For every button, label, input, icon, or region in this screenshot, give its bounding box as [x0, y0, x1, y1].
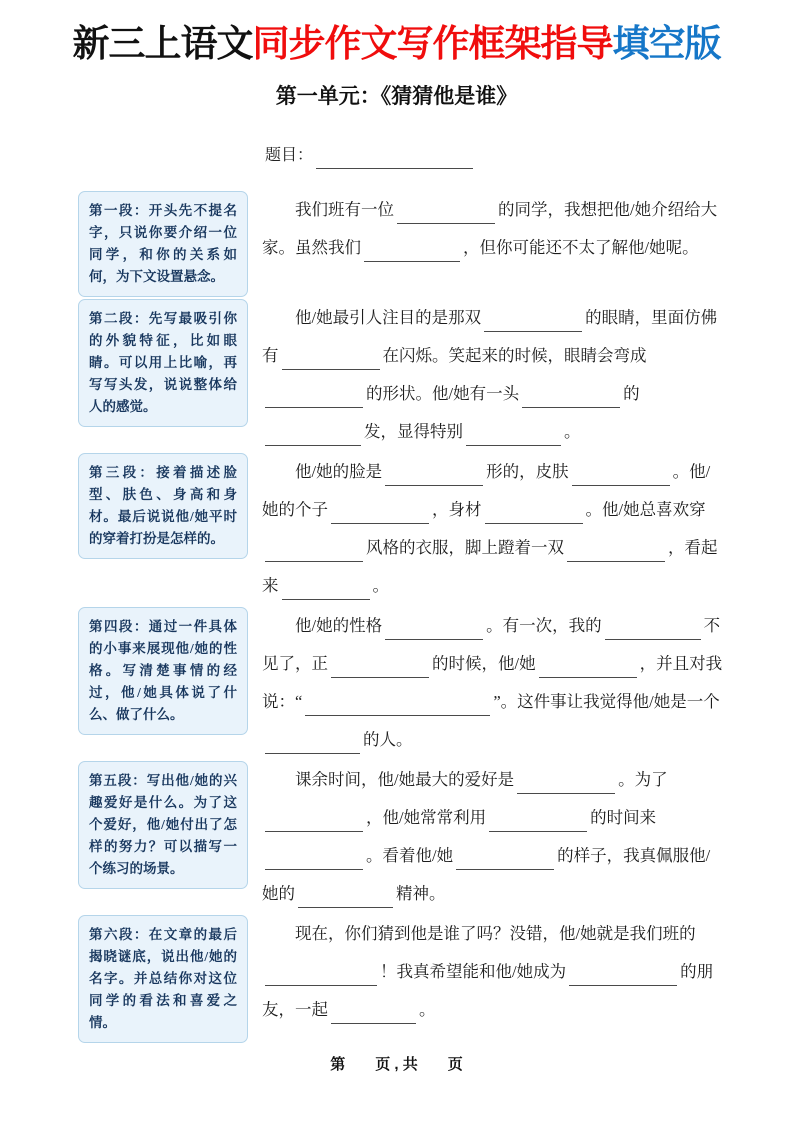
paragraph-content [262, 761, 724, 913]
fill-in-blank [265, 430, 361, 447]
text-segment: 。他/她的个子 [262, 462, 711, 519]
text-segment: 他/她的性格 [295, 616, 383, 635]
fill-in-blank [331, 508, 429, 525]
section-row-1 [78, 191, 793, 297]
text-segment: ”。这件事让我觉得他/她是一个 [493, 692, 720, 711]
section-row-2 [78, 299, 793, 451]
paragraph-note: 第四段：通过一件具体的小事来展现他/她的性格。写清楚事情的经过，他/她具体说了什么、做了什么。 [78, 607, 248, 735]
paragraph-content [262, 191, 724, 267]
paragraph-note: 第二段：先写最吸引你的外貌特征，比如眼睛。可以用上比喻，再写写头发，说说整体给人的感觉。 [78, 299, 248, 427]
text-segment: ，他/她常常利用 [366, 808, 487, 827]
fill-in-blank [265, 970, 377, 987]
paragraph-content [262, 299, 724, 451]
text-segment: 现在，你们猜到他是谁了吗？没错，他/她就是我们班的 [295, 924, 696, 943]
text-segment: 精神。 [396, 884, 446, 903]
text-segment: 的朋友，一起 [262, 962, 714, 1019]
fill-in-blank [605, 624, 701, 641]
text-segment: ，看起来 [262, 538, 718, 595]
topic-blank-line [316, 153, 473, 169]
fill-in-blank [385, 470, 483, 487]
text-segment: 他/她最引人注目的是那双 [295, 308, 482, 327]
title-part-red: 同步作文写作框架指导 [252, 23, 613, 64]
text-segment: 不见了，正 [262, 616, 721, 673]
title-part-black: 新三上语文 [72, 23, 253, 64]
paragraph-content [262, 607, 724, 759]
fill-in-blank [331, 1008, 416, 1025]
fill-in-blank [298, 892, 393, 909]
title-part-blue: 填空版 [612, 23, 721, 64]
text-segment: 形的，皮肤 [486, 462, 569, 481]
text-segment: 。为了 [618, 770, 668, 789]
text-segment: ，但你可能还不太了解他/她呢。 [463, 238, 699, 257]
fill-in-blank [484, 316, 582, 333]
fill-in-blank [569, 970, 677, 987]
section-row-5 [78, 761, 793, 913]
page-title [0, 20, 793, 68]
text-segment: 发，显得特别 [364, 422, 463, 441]
fill-in-blank [265, 854, 363, 871]
fill-in-blank [265, 392, 363, 409]
text-segment: 。有一次，我的 [486, 616, 602, 635]
text-segment: 的形状。他/她有一头 [366, 384, 520, 403]
text-segment: ，身材 [432, 500, 482, 519]
page-footer: 第 页 , 共 页 [330, 1056, 463, 1073]
text-segment: 我们班有一位 [295, 200, 394, 219]
unit-subtitle: 第一单元：《猜猜他是谁》 [275, 84, 518, 108]
fill-in-blank [331, 662, 429, 679]
fill-in-blank [456, 854, 554, 871]
fill-in-blank [466, 430, 561, 447]
text-segment: 。他/她总喜欢穿 [585, 500, 706, 519]
text-segment: 。 [419, 1000, 436, 1019]
paragraph-note: 第一段：开头先不提名字，只说你要介绍一位同学，和你的关系如何，为下文设置悬念。 [78, 191, 248, 297]
text-segment: 在闪烁。笑起来的时候，眼睛会弯成 [382, 346, 647, 365]
section-row-6 [78, 915, 793, 1043]
section-row-4 [78, 607, 793, 759]
text-segment: 他/她的脸是 [295, 462, 383, 481]
text-segment: 。 [564, 422, 581, 441]
fill-in-blank [385, 624, 483, 641]
paragraph-note: 第六段：在文章的最后揭晓谜底，说出他/她的名字。并总结你对这位同学的看法和喜爱之情。 [78, 915, 248, 1043]
paragraph-note: 第五段：写出他/她的兴趣爱好是什么。为了这个爱好，他/她付出了怎样的努力？可以描写一个练习的场景。 [78, 761, 248, 889]
fill-in-blank [265, 738, 360, 755]
text-segment: 的时间来 [590, 808, 657, 827]
text-segment: 的眼睛，里面仿佛有 [262, 308, 718, 365]
fill-in-blank [282, 584, 370, 601]
fill-in-blank [517, 778, 615, 795]
text-segment: ！我真希望能和他/她成为 [380, 962, 567, 981]
fill-in-blank [397, 208, 495, 225]
text-segment: 的 [623, 384, 640, 403]
text-segment: 的样子，我真佩服他/她的 [262, 846, 711, 903]
fill-in-blank [282, 354, 380, 371]
fill-in-blank [485, 508, 583, 525]
text-segment: ，并且对我说：“ [262, 654, 723, 711]
paragraph-content [262, 915, 724, 1029]
fill-in-blank [567, 546, 665, 563]
fill-in-blank [572, 470, 670, 487]
fill-in-blank [265, 816, 363, 833]
topic-row [265, 141, 793, 171]
paragraph-note: 第三段：接着描述脸型、肤色、身高和身材。最后说说他/她平时的穿着打扮是怎样的。 [78, 453, 248, 559]
text-segment: 风格的衣服，脚上蹬着一双 [366, 538, 564, 557]
sections-container [0, 191, 793, 1043]
fill-in-blank [489, 816, 587, 833]
fill-in-blank [539, 662, 637, 679]
paragraph-content [262, 453, 724, 605]
text-segment: 课余时间，他/她最大的爱好是 [295, 770, 515, 789]
text-segment: 的同学，我想把他/她介绍给大家。虽然我们 [262, 200, 718, 257]
fill-in-blank [364, 246, 460, 263]
fill-in-blank [305, 700, 490, 717]
topic-label: 题目： [265, 147, 314, 164]
fill-in-blank [522, 392, 620, 409]
section-row-3 [78, 453, 793, 605]
fill-in-blank [265, 546, 363, 563]
text-segment: 。看着他/她 [366, 846, 454, 865]
text-segment: 的人。 [363, 730, 413, 749]
text-segment: 的时候，他/她 [432, 654, 536, 673]
text-segment: 。 [372, 576, 389, 595]
